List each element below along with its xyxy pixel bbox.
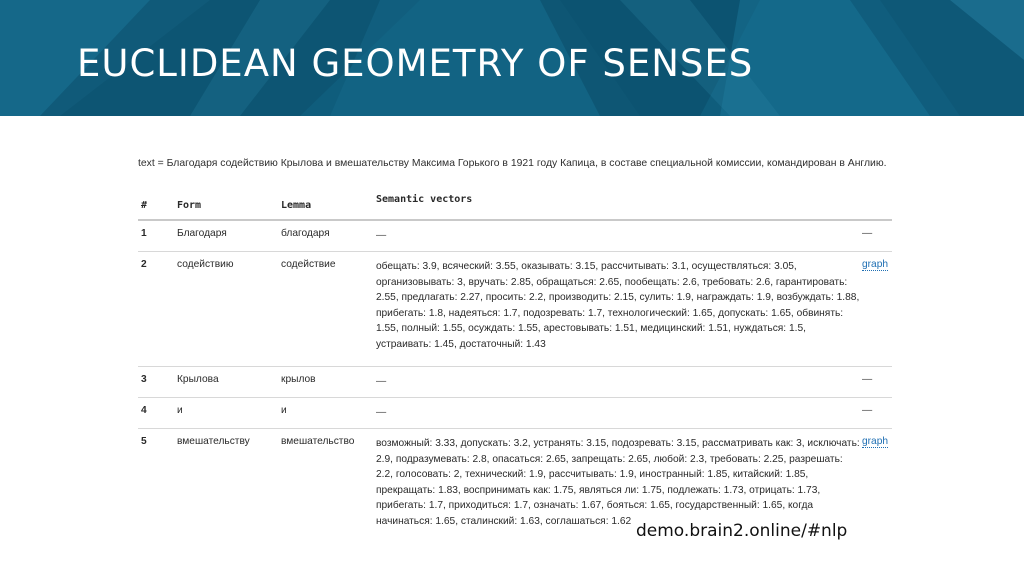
table-row <box>138 220 892 252</box>
slide-header <box>0 0 1024 116</box>
column-header-lemma: Lemma <box>281 192 376 220</box>
row-number: 5 <box>138 429 177 544</box>
column-header-number: # <box>138 192 177 220</box>
row-semantic-vectors: возможный: 3.33, допускать: 3.2, устранять: 3.15, подозревать: 3.15, рассматривать как: 3, исключать: 2.9, подразумевать: 2.8, опасаться: 2.65, запрещать: 2.65, любой: 2.3, требовать: 2.25, разрешать: 2.2, голосовать: 2, технический: 1.9, рассчитывать: 1.9, иностранный: 1.85, китайский: 1.85, прекращать: 1.83, воспринимать как: 1.75, являться ли: 1.75, подлежать: 1.73, отрицать: 1.73, прибегать: 1.7, приходиться: 1.7, означать: 1.67, бояться: 1.65, государственный: 1.65, когда начинаться: 1.65, сталинский: 1.63, соглашаться: 1.62 <box>376 429 862 544</box>
row-number: 3 <box>138 367 177 398</box>
row-link-placeholder: — <box>862 398 892 429</box>
row-form: содействию <box>177 252 281 367</box>
row-number: 2 <box>138 252 177 367</box>
row-link-cell <box>862 252 892 367</box>
row-link-placeholder: — <box>862 367 892 398</box>
row-semantic-vectors: — <box>376 398 862 429</box>
row-form: вмешательству <box>177 429 281 544</box>
table-row <box>138 398 892 429</box>
graph-link[interactable]: graph <box>862 436 889 447</box>
table-row <box>138 367 892 398</box>
column-header-form: Form <box>177 192 281 220</box>
row-link-cell <box>862 429 892 544</box>
row-number: 1 <box>138 220 177 252</box>
column-header-semantic-vectors: Semantic vectors <box>376 192 862 220</box>
row-lemma: и <box>281 398 376 429</box>
row-form: Крылова <box>177 367 281 398</box>
row-form: Благодаря <box>177 220 281 252</box>
row-lemma: вмешательство <box>281 429 376 544</box>
table-header-row <box>138 192 892 220</box>
slide-title: EUCLIDEAN GEOMETRY OF SENSES <box>77 42 754 85</box>
column-header-link <box>862 192 892 220</box>
row-semantic-vectors: — <box>376 367 862 398</box>
row-semantic-vectors: обещать: 3.9, всяческий: 3.55, оказывать: 3.15, рассчитывать: 3.1, осуществляться: 3.05, организовывать: 3, вручать: 2.85, обращаться: 2.65, пообещать: 2.6, требовать: 2.6, гарантировать: 2.55, предлагать: 2.27, просить: 2.2, производить: 2.15, сулить: 1.9, награждать: 1.9, возбуждать: 1.88, прибегать: 1.8, надеяться: 1.7, подозревать: 1.7, технологический: 1.65, допускать: 1.65, обвинять: 1.55, полный: 1.55, осуждать: 1.55, арестовывать: 1.51, медицинский: 1.51, нуждаться: 1.5, устраивать: 1.45, достаточный: 1.43 <box>376 252 862 367</box>
row-lemma: благодаря <box>281 220 376 252</box>
nlp-demo-panel <box>138 156 892 543</box>
demo-url-caption: demo.brain2.online/#nlp <box>636 521 848 541</box>
graph-link[interactable]: graph <box>862 259 889 270</box>
row-semantic-vectors: — <box>376 220 862 252</box>
semantic-vectors-table <box>138 192 892 543</box>
row-number: 4 <box>138 398 177 429</box>
row-form: и <box>177 398 281 429</box>
row-lemma: крылов <box>281 367 376 398</box>
row-link-placeholder: — <box>862 220 892 252</box>
input-text-line: text = Благодаря содействию Крылова и вмешательству Максима Горького в 1921 году Капица, в составе специальной комиссии, командирован в Англию. <box>138 158 887 169</box>
table-row <box>138 252 892 367</box>
row-lemma: содействие <box>281 252 376 367</box>
